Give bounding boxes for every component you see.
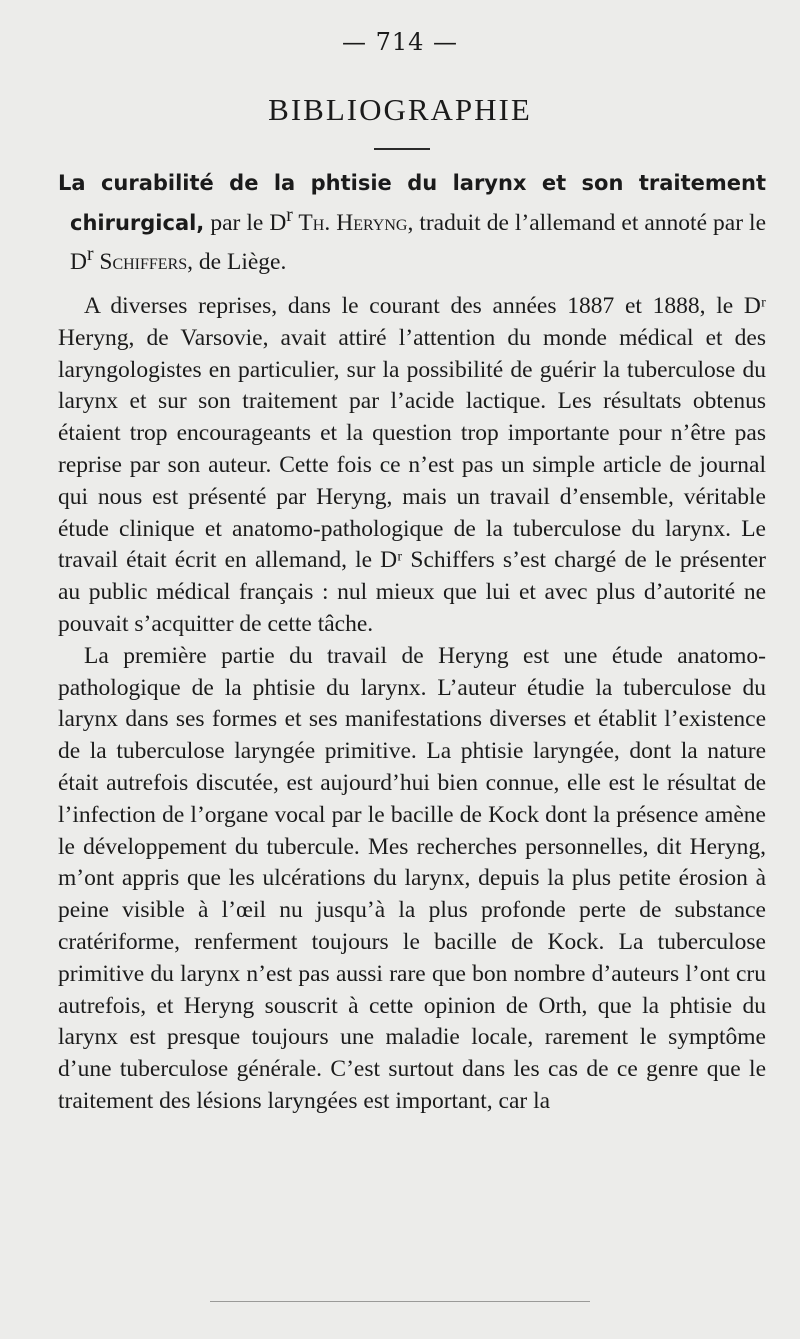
bibliography-entry: [58, 168, 766, 279]
bottom-rule: [210, 1301, 590, 1302]
entry-by-sup: r: [286, 204, 293, 226]
paragraph-2: La première partie du travail de Heryng est une étude anatomo-pathologique de la phtisie du larynx. L’auteur étudie la tuberculose du larynx dans ses formes et ses manifestations diverses et établit l’existence de la tuberculose laryngée primitive. La phtisie laryngée, dont la nature était autrefois discutée, est aujourd’hui bien connue, elle est le résultat de l’infection de l’organe vocal par le bacille de Kock dont la présence amène le développement du tubercule. Mes recherches personnelles, dit Heryng, m’ont appris que les ulcérations du larynx, depuis la plus petite érosion à peine visible à l’œil nu jusqu’à la plus profonde perte de substance cratériforme, renferment toujours le bacille de Kock. La tuberculose primitive du larynx n’est pas aussi rare que bon nombre d’auteurs l’ont cru autrefois, et Heryng souscrit à cette opinion de Orth, que la phtisie du larynx est presque toujours une maladie locale, rarement le symptôme d’une tuberculose générale. C’est surtout dans les cas de ce genre que le traitement des lésions laryngées est important, car la: [58, 642, 766, 1114]
paragraph-1: A diverses reprises, dans le courant des années 1887 et 1888, le Dʳ Heryng, de Varsovie, avait attiré l’attention du monde médical et des laryngologistes en particulier, sur la possibilité de guérir la tuberculose du larynx et sur son traitement par l’acide lactique. Les résultats obtenus étaient trop encourageants et la question trop importante pour n’être pas reprise par son auteur. Cette fois ce n’est pas un simple article de journal qui nous est présenté par Heryng, mais un travail d’ensemble, véritable étude clinique et anatomo-pathologique de la tuberculose du larynx. Le travail était écrit en allemand, le Dʳ Schiffers s’est chargé de le présenter au public médical français : nul mieux que lui et avec plus d’autorité ne pouvait s’acquitter de cette tâche.: [58, 293, 766, 638]
entry-author: Th. Heryng: [292, 209, 408, 236]
entry-place: , de Liège.: [187, 249, 287, 276]
page-number: — 714 —: [341, 28, 459, 56]
entry-translated: , traduit de l’allemand et annoté par le D: [70, 209, 767, 276]
section-title: BIBLIOGRAPHIE: [268, 92, 532, 127]
article-body: [58, 168, 766, 1118]
entry-translator: Schiffers: [93, 249, 188, 276]
entry-title: La curabilité de la phtisie du larynx et son traitement chirurgical,: [58, 171, 766, 235]
entry-translated-sup: r: [86, 244, 94, 266]
title-rule: [374, 148, 430, 150]
entry-by: par le D: [204, 209, 287, 236]
